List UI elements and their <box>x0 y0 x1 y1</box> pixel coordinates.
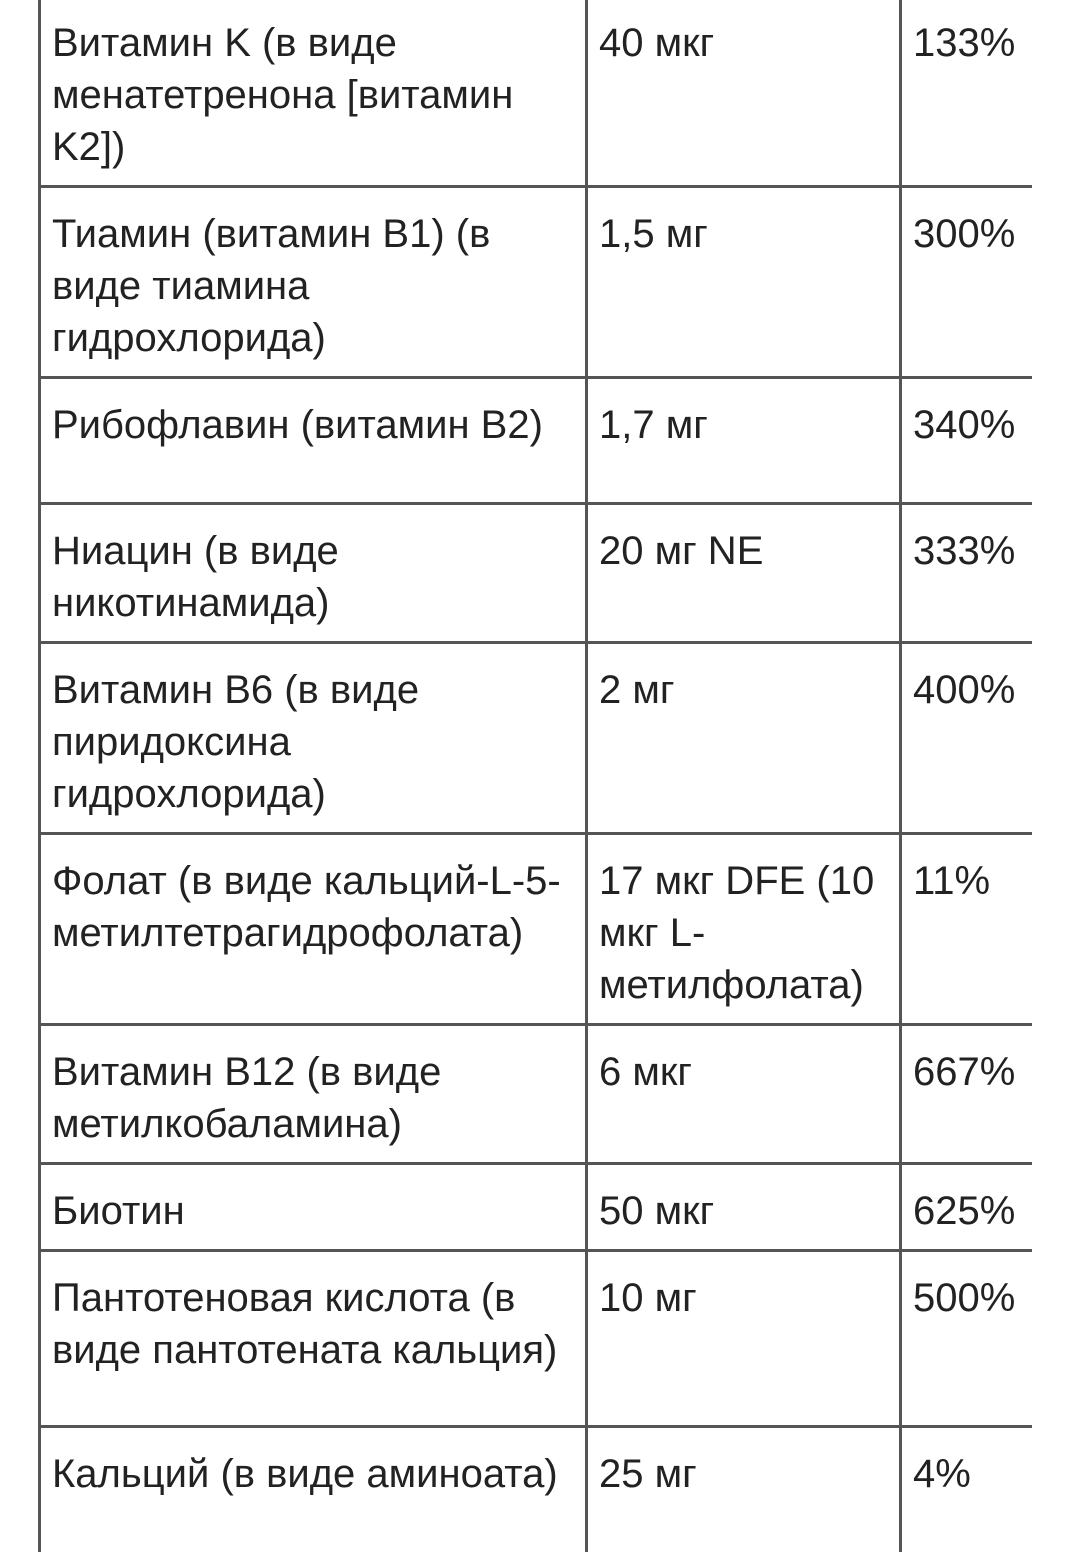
table-row <box>40 378 1032 504</box>
nutrient-name-cell: Пантотеновая кислота (в виде пантотената кальция) <box>40 1251 587 1427</box>
daily-value-cell: 133% <box>901 0 1032 187</box>
supplement-facts-table-container <box>38 0 1030 1552</box>
amount-cell: 40 мкг <box>587 0 901 187</box>
table-row <box>40 1251 1032 1427</box>
daily-value-cell: 333% <box>901 504 1032 643</box>
amount-cell: 6 мкг <box>587 1025 901 1164</box>
daily-value-cell: 4% <box>901 1427 1032 1552</box>
nutrient-name-cell: Ниацин (в виде никотинамида) <box>40 504 587 643</box>
nutrient-name-cell: Витамин B6 (в виде пиридоксина гидрохлорида) <box>40 643 587 834</box>
amount-cell: 2 мг <box>587 643 901 834</box>
daily-value-cell: 667% <box>901 1025 1032 1164</box>
nutrient-name-cell: Рибофлавин (витамин B2) <box>40 378 587 504</box>
daily-value-cell: 11% <box>901 834 1032 1025</box>
table-row <box>40 643 1032 834</box>
nutrient-name-cell: Витамин K (в виде менатетренона [витамин K2]) <box>40 0 587 187</box>
supplement-facts-table <box>38 0 1032 1552</box>
table-row <box>40 1164 1032 1251</box>
table-row <box>40 187 1032 378</box>
daily-value-cell: 500% <box>901 1251 1032 1427</box>
daily-value-cell: 400% <box>901 643 1032 834</box>
table-row <box>40 0 1032 187</box>
amount-cell: 1,7 мг <box>587 378 901 504</box>
daily-value-cell: 625% <box>901 1164 1032 1251</box>
daily-value-cell: 300% <box>901 187 1032 378</box>
nutrient-name-cell: Тиамин (витамин B1) (в виде тиамина гидрохлорида) <box>40 187 587 378</box>
daily-value-cell: 340% <box>901 378 1032 504</box>
nutrient-name-cell: Биотин <box>40 1164 587 1251</box>
amount-cell: 50 мкг <box>587 1164 901 1251</box>
amount-cell: 1,5 мг <box>587 187 901 378</box>
table-row <box>40 1025 1032 1164</box>
nutrient-name-cell: Кальций (в виде аминоата) <box>40 1427 587 1552</box>
nutrient-name-cell: Витамин B12 (в виде метилкобаламина) <box>40 1025 587 1164</box>
amount-cell: 20 мг NE <box>587 504 901 643</box>
table-row <box>40 834 1032 1025</box>
amount-cell: 17 мкг DFE (10 мкг L-метилфолата) <box>587 834 901 1025</box>
nutrient-name-cell: Фолат (в виде кальций-L-5-метилтетрагидрофолата) <box>40 834 587 1025</box>
amount-cell: 25 мг <box>587 1427 901 1552</box>
table-row <box>40 504 1032 643</box>
amount-cell: 10 мг <box>587 1251 901 1427</box>
table-row <box>40 1427 1032 1552</box>
